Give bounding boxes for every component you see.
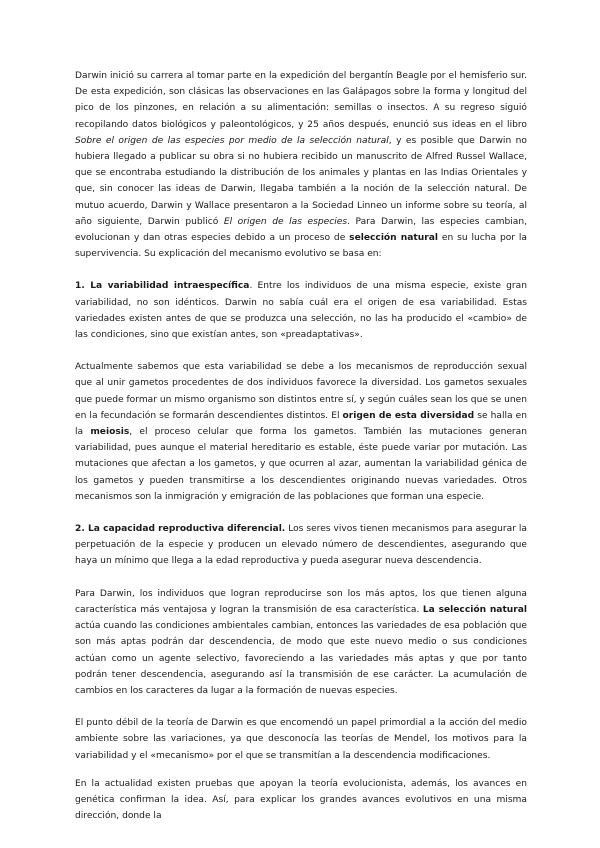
paragraph-text: se halla en la (75, 410, 527, 438)
book-title-italic: Sobre el origen de las especies por medio de la selección natural (75, 135, 389, 146)
paragraph-text: , y es posible que Darwin no hubiera llegado a publicar su obra si no hubiera recibido un manuscrito de Alfred Russel Wallace, que se encontraba estudiando la distribución de los animales y plantas en las Indias Orientales y que, sin conocer las ideas de Darwin, llegaba también a la noción de la selección natural. De mutuo acuerdo, Darwin y Wallace presentaron a la Sociedad Linneo un informe sobre su teoría, al año siguiente, Darwin publicó (75, 135, 527, 227)
section-heading-1: 1. La variabilidad intraespecífica (75, 281, 250, 292)
document-page (75, 68, 527, 840)
paragraph-text: Darwin inició su carrera al tomar parte en la expedición del bergantín Beagle por el hemisferio sur. De esta expedición, son clásicas las observaciones en las Galápagos sobre la forma y longitud del pico de los pinzones, en relación a su alimentación: semillas o insectos. A su regreso siguió recopilando datos biológicos y paleontológicos, y 25 años después, enunció sus ideas en el libro (75, 71, 527, 130)
paragraph-text: en su lucha por la supervivencia. Su explicación del mecanismo evolutivo se basa en: (75, 233, 527, 260)
book-title-italic: El origen de las especies (223, 216, 348, 227)
section-heading-2: 2. La capacidad reproductiva diferencial. (75, 524, 286, 535)
paragraph-text: . Entre los individuos de una misma especie, existe gran variabilidad, no son idénticos. Darwin no sabía cuál era el origen de esa variabilidad. Estas variedades existen antes de que se produzca una selección, no las ha producido el «cambio» de las condiciones, sino que existían antes, son «preadaptativas». (75, 281, 528, 341)
paragraph-text: . Para Darwin, las especies cambian, evolucionan y dan otras especies debido a un proceso de (75, 216, 528, 244)
bold-term: meiosis (90, 427, 130, 438)
paragraph-text: actúa cuando las condiciones ambientales cambian, entonces las variedades de esa población que son más aptas podrán dar descendencia, de modo que este nuevo medio o sus condiciones actúan como un agente selectivo, favoreciendo a las variedades más aptas y que por tanto podrán tener descendencia, asegurando así la transmisión de ese carácter. La acumulación de cambios en los caracteres da lugar a la formación de nuevas especies. (75, 621, 527, 696)
paragraph-sexual-reproduction (75, 359, 527, 505)
paragraph-reproductive-capacity (75, 521, 527, 570)
paragraph-text: , el proceso celular que forma los gametos. También las mutaciones generan variabilidad, pues aunque el material hereditario es estable, éste puede variar por mutación. Las mutaciones que afectan a los gametos, y que ocurren al azar, aumentan la variabilidad génica de los gametos y pueden transmitirse a los descendientes originando nuevas variedades. Otros mecanismos son la inmigración y emigración de las poblaciones que forman una especie. (75, 427, 528, 502)
bold-term: selección natural (349, 233, 438, 244)
paragraph-variability (75, 278, 527, 343)
bold-term: origen de esta diversidad (342, 410, 475, 421)
paragraph-text: Los seres vivos tienen mecanismos para asegurar la perpetuación de la especie y producen un elevado número de descendientes, asegurando que haya un mínimo que llega a la edad reproductiva y pueda asegurar nueva descendencia. (75, 524, 527, 567)
paragraph-text: Para Darwin, los individuos que logran reproducirse son los más aptos, los que tienen alguna característica más ventajosa y logran la transmisión de esa característica. (75, 588, 527, 615)
paragraph-current-evidence: En la actualidad existen pruebas que apoyan la teoría evolucionista, además, los avances en genética confirman la idea. Así, para explicar los grandes avances evolutivos en una misma dirección, donde la (75, 778, 527, 822)
paragraph-weak-point: El punto débil de la teoría de Darwin es que encomendó un papel primordial a la acción del medio ambiente sobre las variaciones, ya que desconocía las teorías de Mendel, los motivos para la variabilidad y el «mecanismo» por el que se transmitían a la descendencia modificaciones. (75, 718, 527, 761)
paragraph-natural-selection (75, 586, 527, 699)
paragraph-darwin-intro (75, 68, 527, 262)
paragraph-text: Actualmente sabemos que esta variabilidad se debe a los mecanismos de reproducción sexual que al unir gametos procedentes de dos individuos favorece la diversidad. Los gametos sexuales que puede formar un mismo organismo son distintos entre sí, y según cuáles sean los que se unen en la fecundación se formarán descendientes distintos. El (75, 362, 527, 421)
bold-term: La selección natural (422, 604, 528, 615)
